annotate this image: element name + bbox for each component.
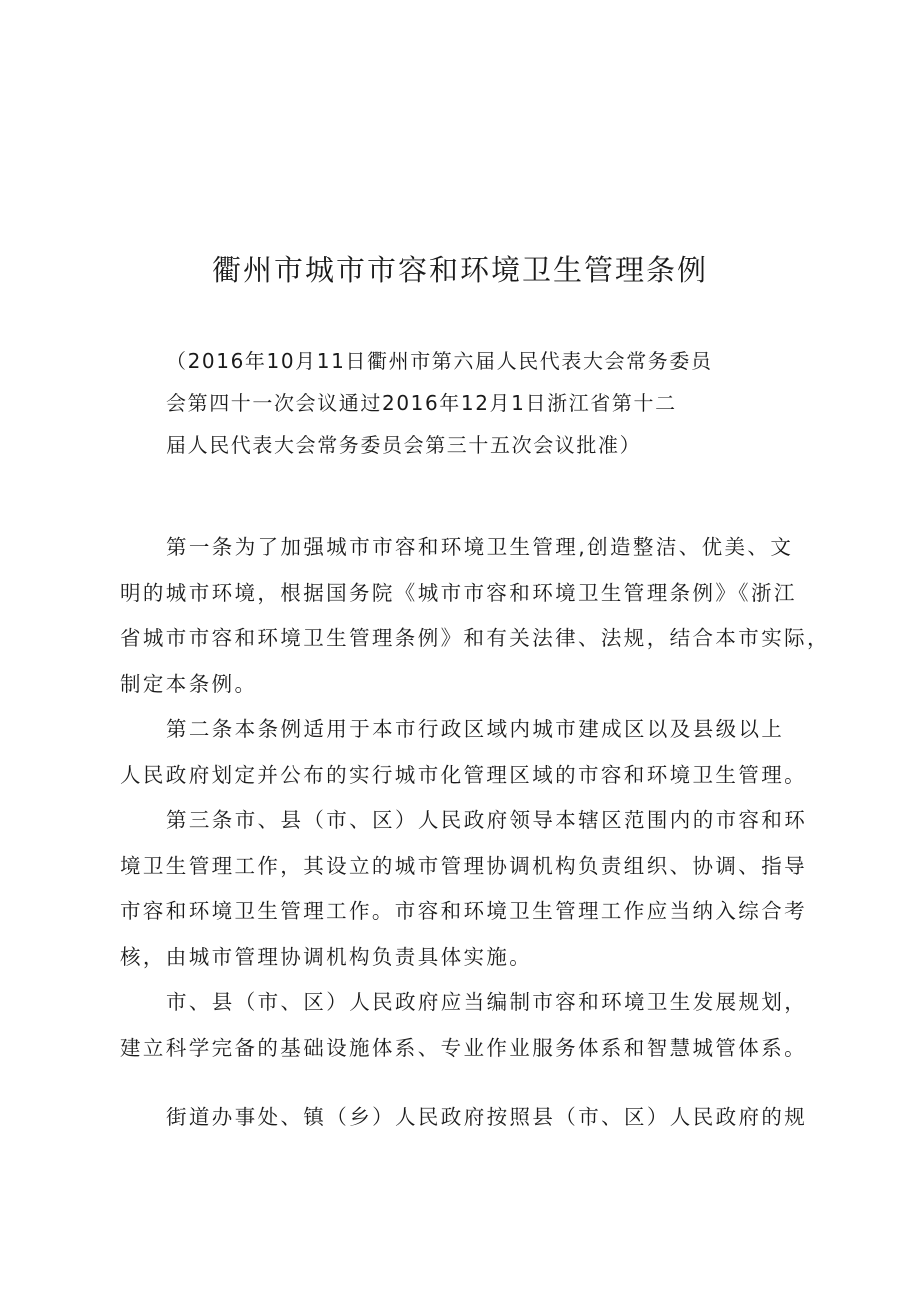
paragraph-article-3-clause-3 (120, 1095, 820, 1141)
adoption-note-line: （2016年10月11日衢州市第六届人民代表大会常务委员 (166, 349, 713, 373)
paragraph-line: 市容和环境卫生管理工作。市容和环境卫生管理工作应当纳入综合考 (120, 899, 807, 923)
document-title: 衢州市城市市容和环境卫生管理条例 (211, 253, 708, 287)
paragraph-line: 制定本条例。 (120, 671, 258, 696)
paragraph-line: 第三条市、县（市、区）人民政府领导本辖区范围内的市容和环 (166, 808, 808, 832)
paragraph-line: 第二条本条例适用于本市行政区域内城市建成区以及县级以上 (166, 717, 785, 741)
adoption-note-line: 会第四十一次会议通过2016年12月1日浙江省第十二 (166, 391, 677, 415)
paragraph-line: 境卫生管理工作，其设立的城市管理协调机构负责组织、协调、指导 (120, 853, 807, 878)
paragraph-line: 市、县（市、区）人民政府应当编制市容和环境卫生发展规划， (166, 990, 808, 1014)
paragraph-article-2 (120, 707, 820, 798)
paragraph-line: 人民政府划定并公布的实行城市化管理区域的市容和环境卫生管理。 (120, 762, 807, 787)
paragraph-line: 省城市市容和环境卫生管理条例》和有关法律、法规，结合本市实际， (120, 626, 830, 650)
paragraph-article-3-clause-2 (120, 980, 820, 1071)
paragraph-article-3 (120, 798, 820, 980)
paragraph-line: 核，由城市管理协调机构负责具体实施。 (120, 944, 533, 969)
paragraph-line: 街道办事处、镇（乡）人民政府按照县（市、区）人民政府的规 (166, 1105, 808, 1129)
document-body (120, 525, 830, 1141)
paragraph-line: 第一条为了加强城市市容和环境卫生管理,创造整洁、优美、文 (166, 535, 794, 559)
adoption-note (166, 340, 806, 466)
adoption-note-line: 届人民代表大会常务委员会第三十五次会议批准） (166, 433, 642, 457)
paragraph-line: 明的城市环境，根据国务院《城市市容和环境卫生管理条例》《浙江 (120, 580, 797, 605)
paragraph-gap (120, 1071, 820, 1095)
paragraph-article-1 (120, 525, 830, 707)
paragraph-line: 建立科学完备的基础设施体系、专业作业服务体系和智慧城管体系。 (120, 1035, 807, 1060)
